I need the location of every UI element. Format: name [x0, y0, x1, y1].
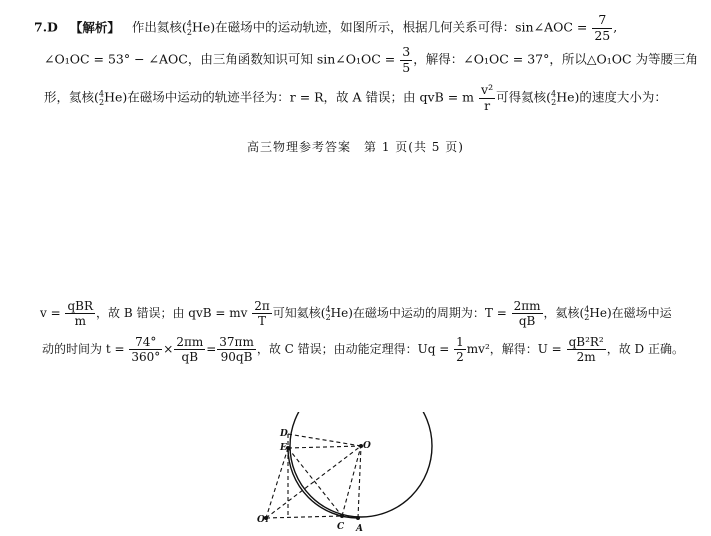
segment-O1O [266, 446, 361, 518]
text-segment: ，故 D 正确。 [606, 342, 684, 356]
text-segment: v = [40, 306, 61, 320]
fraction: $\frac{74^\circ}{360^\circ}$ [131, 335, 161, 364]
fraction: $\frac{\text{qBR}}{m}$ [67, 299, 94, 328]
segment-CO [342, 446, 361, 516]
nuclide-charge: 2 [325, 313, 331, 323]
answer-line-1 [34, 14, 617, 42]
trajectory-arc [288, 448, 358, 518]
fraction: $\frac{7}{25}$ [594, 12, 611, 43]
analysis-tag: 【解析】 [69, 19, 120, 35]
nuclide-mass: 4 [186, 19, 192, 29]
fraction: $\frac{\text{v²}}{r}$ [481, 82, 494, 113]
fraction: $\frac{2\pi m}{qB}$ [176, 335, 204, 364]
nuclide-mass: 4 [325, 305, 331, 314]
text-segment: ，故 B 错误；由 qvB = mv [96, 306, 248, 320]
nuclide-mass: 4 [98, 89, 104, 99]
fraction: $\frac{2\pi m}{qB}$ [513, 299, 541, 328]
text-segment: ，氦核( [543, 306, 585, 320]
field-boundary-circle [290, 412, 432, 517]
nuclide-charge: 2 [186, 28, 192, 37]
nuclide-mass: 4 [551, 89, 557, 99]
text-segment: mv²，解得：U = [466, 342, 562, 356]
text-segment: 可知氦核( [272, 306, 326, 320]
label-A: A [356, 524, 363, 534]
label-D: D [280, 429, 288, 439]
segment-O1C [266, 516, 342, 518]
text-segment: He)在磁场中运动的周期为：T = [330, 306, 507, 320]
fraction: $\frac{1}{2}$ [456, 335, 464, 364]
text-segment: He)在磁场中运 [589, 306, 672, 320]
nuclide-charge: 2 [551, 98, 557, 107]
fraction: $\frac{37\pi m}{90qB}$ [219, 335, 254, 364]
text-segment: 可得氦核( [496, 89, 551, 105]
text-segment: × [163, 342, 174, 356]
text-segment: 动的时间为 t = [42, 342, 125, 356]
nuclide-charge: 2 [584, 313, 590, 323]
segment-DO [288, 434, 361, 446]
answer-line-2 [44, 46, 698, 74]
page-footer: 高三物理参考答案 第 1 页(共 5 页) [247, 140, 464, 154]
segment-EO [288, 446, 361, 448]
segment-AO [358, 446, 361, 518]
text-segment: 作出氦核( [131, 19, 187, 35]
text-segment: = [206, 342, 217, 356]
label-O1: O₁ [257, 515, 269, 525]
text-segment: , [613, 19, 618, 35]
answer-line-4 [40, 300, 672, 327]
text-segment: He)在磁场中的运动轨迹，如图所示，根据几何关系可得：sin∠AOC = [191, 19, 588, 35]
point-C [340, 514, 344, 518]
fraction: $\frac{3}{5}$ [402, 44, 411, 75]
nuclide-mass: 4 [584, 305, 590, 314]
text-segment: 形，氦核( [44, 89, 99, 105]
point-A [356, 516, 360, 520]
text-segment: ，故 C 错误；由动能定理得：Uq = [256, 342, 450, 356]
answer-line-5 [42, 336, 684, 363]
magnetic-field-diagram [255, 412, 445, 536]
fraction: $\frac{\text{qB²R²}}{2m}$ [568, 335, 604, 364]
text-segment: ，解得：∠O₁OC = 37°，所以△O₁OC 为等腰三角 [413, 51, 699, 67]
label-E: E [280, 443, 287, 453]
text-segment: He)在磁场中运动的轨迹半径为：r = R，故 A 错误；由 qvB = m [104, 89, 475, 105]
nuclide-charge: 2 [98, 98, 105, 107]
segment-O1E [266, 448, 288, 518]
text-segment: ∠O₁OC = 53° − ∠AOC，由三角函数知识可知 sin∠O₁OC = [44, 51, 396, 67]
label-O: O [363, 441, 371, 451]
fraction: $\frac{2\pi}{T}$ [254, 299, 270, 328]
label-C: C [337, 522, 345, 532]
answer-line-3 [44, 84, 667, 112]
problem-number: 7.D [34, 19, 58, 35]
text-segment: He)的速度大小为： [556, 89, 667, 105]
